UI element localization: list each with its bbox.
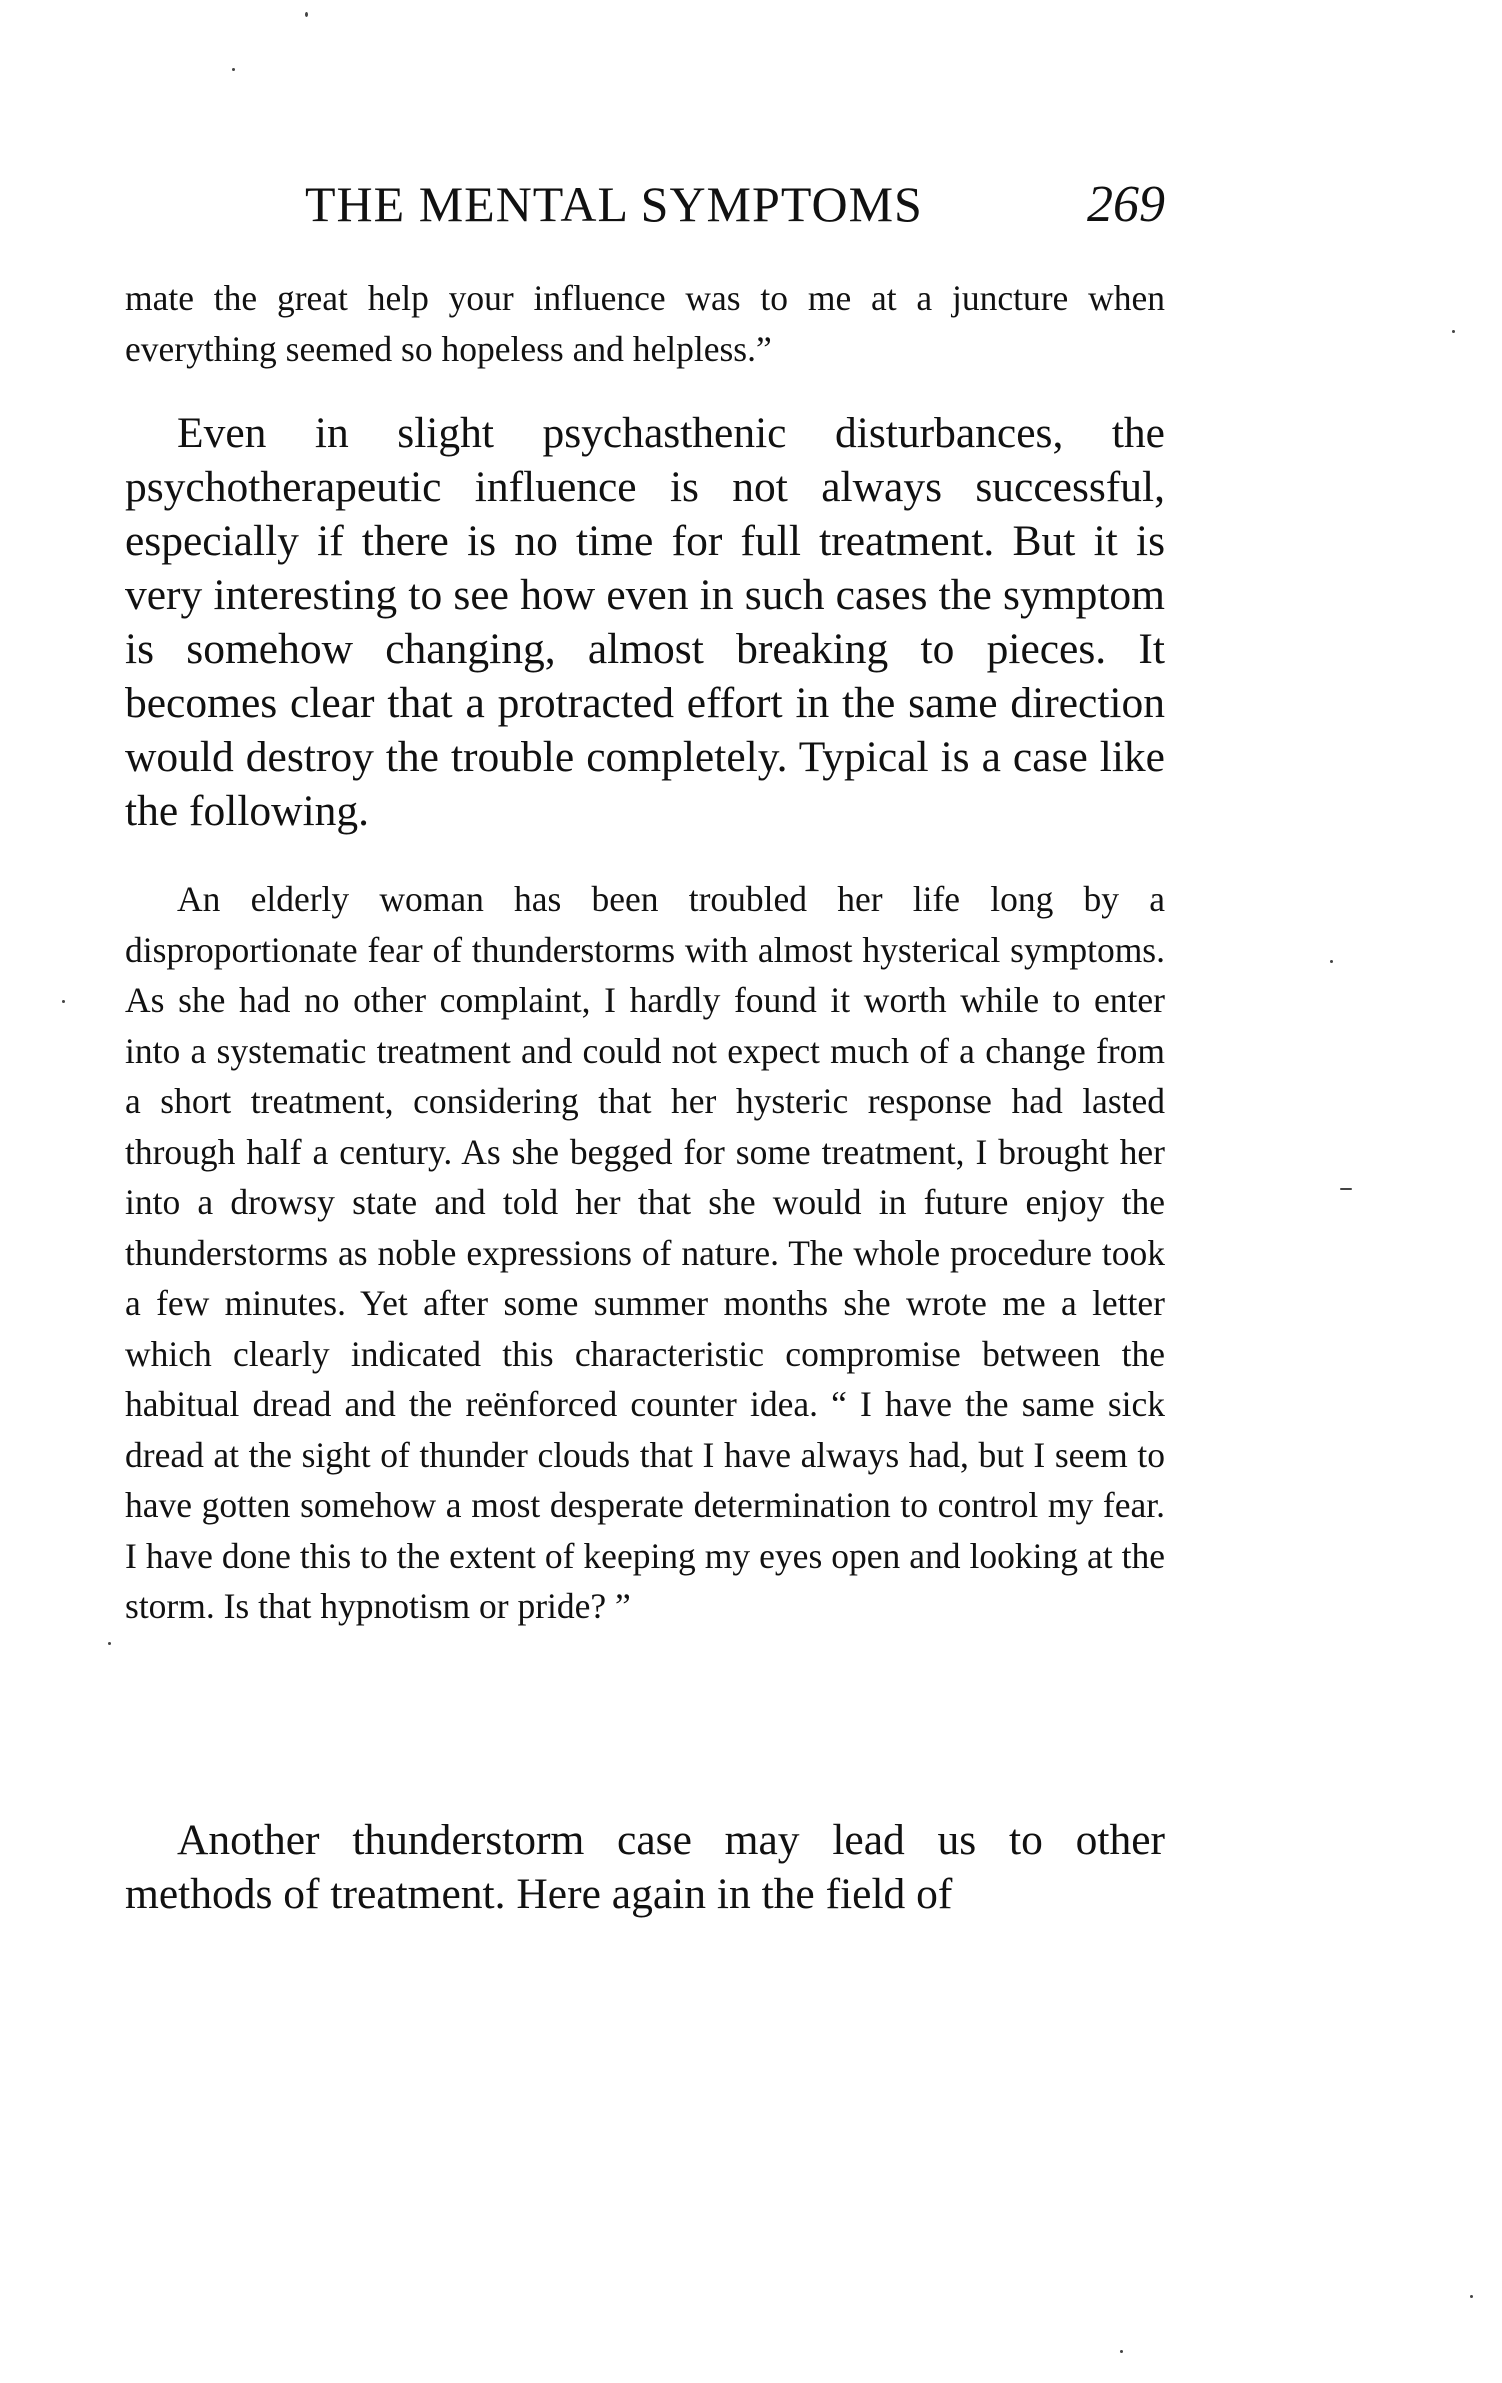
scan-speck bbox=[305, 12, 308, 17]
quoted-letter-continuation: mate the great help your influence was to me at a juncture when everything seemed so hopeless and helpless.” bbox=[125, 278, 1165, 369]
running-head bbox=[125, 175, 1165, 245]
running-title: THE MENTAL SYMPTOMS bbox=[305, 176, 923, 232]
case-study-paragraph: An elderly woman has been troubled her life long by a disproportionate fear of thunderstorms with almost hysterical symptoms. As she had no other complaint, I hardly found it worth while to enter into a systematic treatment and could not expect much of a change from a short treatment, considering that her hysteric response had lasted through half a century. As she begged for some treatment, I brought her into a drowsy state and told her that she would in future enjoy the thunderstorms as noble expressions of nature. The whole procedure took a few minutes. Yet after some summer months she wrote me a letter which clearly indicated this characteristic compromise between the habitual dread and the reënforced counter idea. “ I have the same sick dread at the sight of thunder clouds that I have always had, but I seem to have gotten somehow a most desperate determination to control my fear. I have done this to the extent of keeping my eyes open and looking at the storm. Is that hypnotism or pride? ” bbox=[125, 879, 1165, 1626]
scan-speck bbox=[1452, 330, 1455, 333]
scan-speck bbox=[1340, 1188, 1352, 1190]
scan-speck bbox=[1470, 2295, 1473, 2298]
paragraph-psychasthenic: Even in slight psychasthenic disturbances, the psychotherapeutic influence is not always successful, especially if there is no time for full treatment. But it is very interesting to see how even in such cases the symptom is somehow changing, almost breaking to pieces. It becomes clear that a protracted effort in the same direction would destroy the trouble completely. Typical is a case like the following. bbox=[125, 409, 1165, 835]
scan-speck bbox=[1120, 2350, 1123, 2353]
paragraph-another-case: Another thunderstorm case may lead us to other methods of treatment. Here again in the field of bbox=[125, 1816, 1165, 1918]
scan-speck bbox=[1330, 960, 1333, 963]
scan-speck bbox=[232, 68, 235, 71]
page-number: 269 bbox=[1087, 176, 1165, 233]
scan-speck bbox=[108, 1642, 111, 1645]
scan-speck bbox=[62, 1000, 65, 1003]
